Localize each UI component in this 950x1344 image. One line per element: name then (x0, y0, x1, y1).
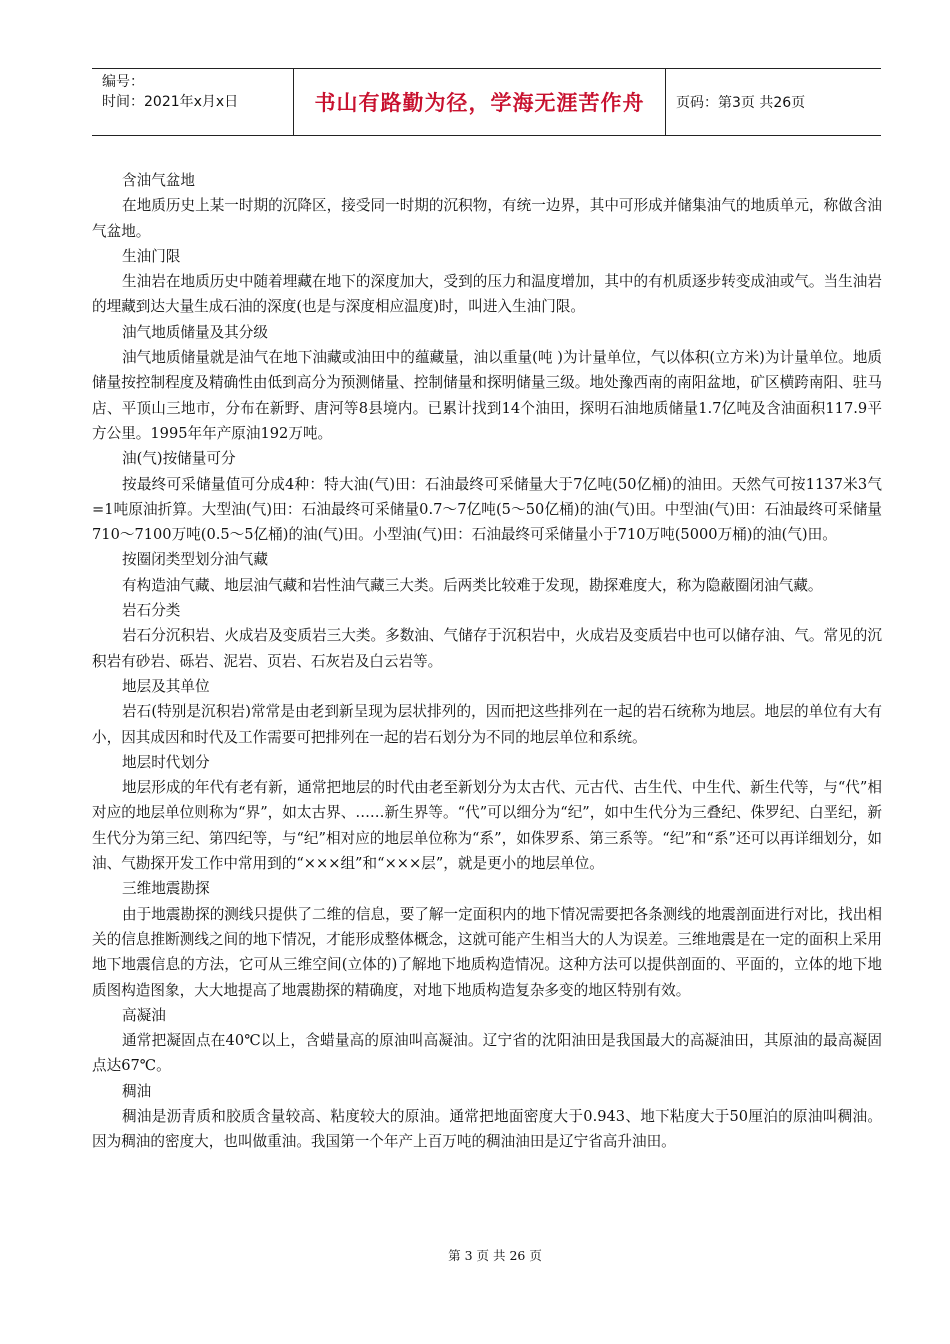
body-paragraph: 在地质历史上某一时期的沉降区，接受同一时期的沉积物，有统一边界，其中可形成并储集油气的地质单元，称做含油气盆地。 (92, 197, 882, 240)
body-paragraph: 通常把凝固点在40℃以上，含蜡量高的原油叫高凝油。辽宁省的沈阳油田是我国最大的高凝油田，其原油的最高凝固点达67℃。 (92, 1032, 882, 1075)
body-paragraph: 稠油是沥青质和胶质含量较高、粘度较大的原油。通常把地面密度大于0.943、地下粘度大于50厘泊的原油叫稠油。因为稠油的密度大，也叫做重油。我国第一个年产上百万吨的稠油油田是辽宁省高升油田。 (92, 1107, 882, 1151)
page-header (92, 68, 881, 136)
document-time-label: 时间：2021年x月x日 (102, 94, 239, 110)
body-paragraph: 由于地震勘探的测线只提供了二维的信息，要了解一定面积内的地下情况需要把各条测线的地震剖面进行对比，找出相关的信息推断测线之间的地下情况，才能形成整体概念，这就可能产生相当大的人为误差。三维地震是在一定的面积上采用地下地震信息的方法，它可从三维空间(立体的)了解地下地质构造情况。这种方法可以提供剖面的、平面的，立体的地下地质图构造图象，大大地提高了地震勘探的精确度，对地下地质构造复杂多变的地区特别有效。 (92, 905, 882, 999)
body-paragraph: 岩石分沉积岩、火成岩及变质岩三大类。多数油、气储存于沉积岩中，火成岩及变质岩中也可以储存油、气。常见的沉积岩有砂岩、砾岩、泥岩、页岩、石灰岩及白云岩等。 (92, 627, 882, 670)
header-page-cell (666, 69, 881, 135)
section-heading: 油气地质储量及其分级 (122, 323, 268, 341)
page-footer: 第 3 页 共 26 页 (448, 1248, 542, 1263)
section-heading: 生油门限 (122, 247, 181, 265)
section-heading: 油(气)按储量可分 (122, 450, 236, 468)
header-meta (92, 69, 294, 135)
section-heading: 含油气盆地 (122, 172, 195, 189)
section-heading: 岩石分类 (122, 602, 181, 620)
body-paragraph: 油气地质储量就是油气在地下油藏或油田中的蕴藏量，油以重量(吨 )为计量单位，气以体积(立方米)为计量单位。地质储量按控制程度及精确性由低到高分为预测储量、控制储量和探明储量三级。地处豫西南的南阳盆地，矿区横跨南阳、驻马店、平顶山三地市，分布在新野、唐河等8县境内。已累计找到14个油田，探明石油地质储量1.7亿吨及含油面积117.9平方公里。1995年年产原油192万吨。 (92, 349, 882, 442)
section-heading: 地层时代划分 (122, 753, 210, 771)
section-heading: 三维地震勘探 (122, 880, 210, 898)
header-motto-cell (294, 69, 666, 135)
header-motto: 书山有路勤为径，学海无涯苦作舟 (314, 91, 645, 115)
body-paragraph: 生油岩在地质历史中随着埋藏在地下的深度加大，受到的压力和温度增加，其中的有机质逐步转变成油或气。当生油岩的埋藏到达大量生成石油的深度(也是与深度相应温度)时，叫进入生油门限。 (92, 273, 882, 316)
body-paragraph: 地层形成的年代有老有新，通常把地层的时代由老至新划分为太古代、元古代、古生代、中生代、新生代等，与“代”相对应的地层单位则称为“界”，如太古界、……新生界等。“代”可以细分为“纪”，如中生代分为三叠纪、侏罗纪、白垩纪，新生代分为第三纪、第四纪等，与“纪”相对应的地层单位称为“系”，如侏罗系、第三系等。“纪”和“系”还可以再详细划分，如油、气勘探开发工作中常用到的“×××组”和“×××层”，就是更小的地层单位。 (92, 779, 882, 873)
section-heading: 按圈闭类型划分油气藏 (122, 551, 268, 569)
body-paragraph: 有构造油气藏、地层油气藏和岩性油气藏三大类。后两类比较难于发现，勘探难度大，称为隐蔽圈闭油气藏。 (122, 576, 823, 594)
section-heading: 稠油 (122, 1082, 152, 1100)
document-number-label: 编号： (102, 74, 144, 90)
body-paragraph: 按最终可采储量值可分成4种：特大油(气)田：石油最终可采储量大于7亿吨(50亿桶)的油田。天然气可按1137米3气=1吨原油折算。大型油(气)田：石油最终可采储量0.7～7亿吨(5～50亿桶)的油(气)田。中型油(气)田：石油最终可采储量710～7100万吨(0.5～5亿桶)的油(气)田。小型油(气)田：石油最终可采储量小于710万吨(5000万桶)的油(气)田。 (92, 475, 882, 544)
section-heading: 地层及其单位 (122, 677, 210, 695)
body-paragraph: 岩石(特别是沉积岩)常常是由老到新呈现为层状排列的，因而把这些排列在一起的岩石统称为地层。地层的单位有大有小，因其成因和时代及工作需要可把排列在一起的岩石划分为不同的地层单位和系统。 (92, 703, 882, 746)
document-body (92, 168, 882, 1155)
header-page-number: 页码：第3页 共26页 (676, 95, 806, 111)
section-heading: 高凝油 (122, 1006, 166, 1024)
